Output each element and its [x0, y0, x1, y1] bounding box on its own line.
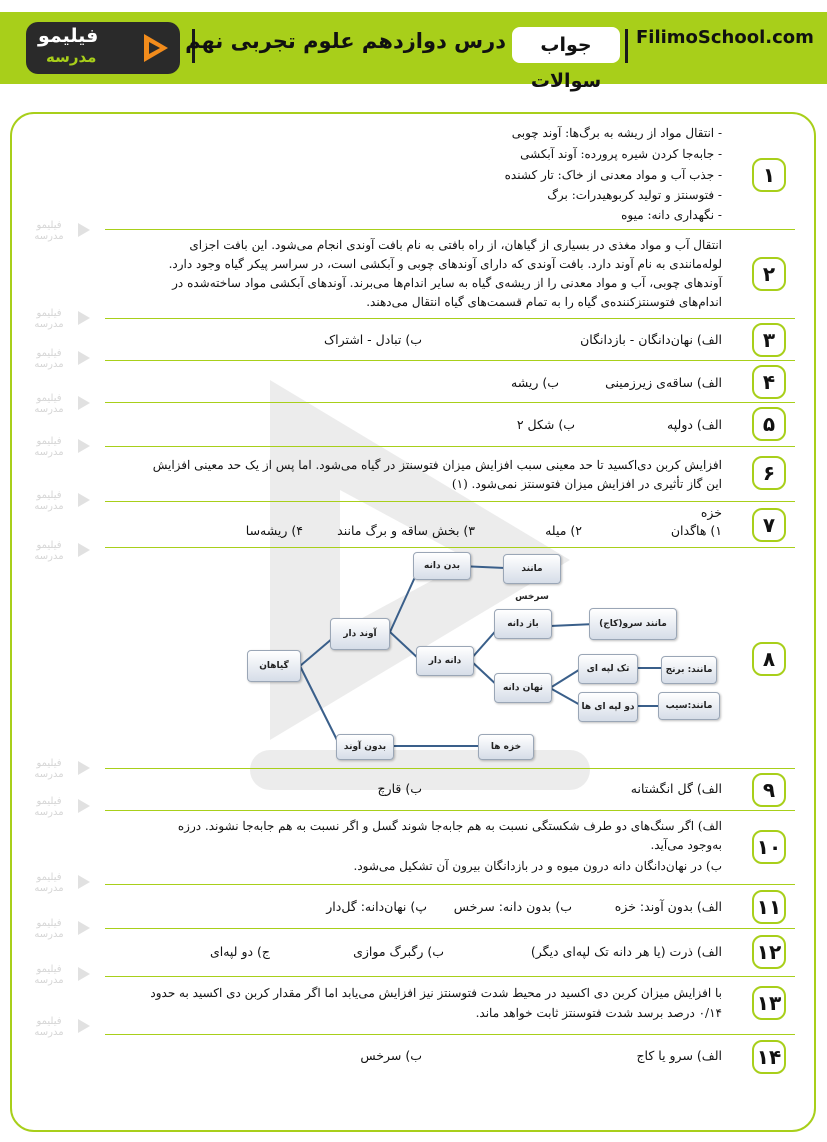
answer-a: الف) ساقه‌ی زیرزمینی [605, 375, 722, 390]
answer-line: - جذب آب و مواد معدنی از خاک: تار کشنده [504, 168, 722, 182]
answer-a: الف) نهان‌دانگان - بازدانگان [580, 332, 722, 347]
side-watermark: فیلیمو مدرسه [27, 964, 93, 986]
diagram-node-seeded: دانه دار [416, 646, 474, 676]
question-number: ۲ [752, 257, 786, 291]
answer-line: این گاز تأثیری در افزایش میزان فتوسنتز نمی‌شود. (۱) [451, 477, 722, 491]
side-watermark: فیلیمو مدرسه [27, 348, 93, 370]
answer-b: ب) شکل ۲ [516, 417, 575, 432]
logo-name: فیلیمو [38, 25, 99, 47]
answer-c: پ) نهان‌دانه: گل‌دار [326, 899, 427, 914]
side-watermark: فیلیمو مدرسه [27, 872, 93, 894]
answer-line: انتقال آب و مواد مغذی در بسیاری از گیاهان، از راه بافتی به نام بافت آوندی انجام می‌شود. این بافت اجزای [189, 238, 722, 252]
answer-a: الف) بدون آوند: خزه [614, 899, 722, 914]
answer-b: ب) رگبرگ موازی [353, 944, 444, 959]
question-number: ۱۳ [752, 986, 786, 1020]
answer-c: ج) دو لپه‌ای [209, 944, 270, 959]
side-watermark: فیلیمو مدرسه [27, 436, 93, 458]
diagram-node-vascular: آوند دار [330, 618, 390, 650]
diagram-node-monocot: تک لپه ای [578, 654, 638, 684]
side-watermark: فیلیمو مدرسه [27, 308, 93, 330]
answer-line: ب) در نهان‌دانگان دانه درون میوه و در بازدانگان بیرون آن تشکیل می‌شود. [353, 859, 722, 873]
question-number: ۹ [752, 773, 786, 807]
page-title: درس دوازدهم علوم تجربی نهم [185, 29, 506, 53]
answer-line: به‌وجود می‌آید. [650, 838, 722, 852]
answer-item: ۳) بخش ساقه و برگ مانند [337, 523, 475, 538]
question-number: ۸ [752, 642, 786, 676]
question-number: ۴ [752, 365, 786, 399]
diagram-node-nonvascular: بدون آوند [336, 734, 394, 760]
answer-line: - نگهداری دانه: میوه [621, 208, 722, 222]
question-number: ۶ [752, 456, 786, 490]
diagram-node-dicot: دو لپه ای ها [578, 692, 638, 722]
diagram-node-rice: مانند: برنج [661, 656, 717, 684]
answer-a: الف) دولپه [667, 417, 722, 432]
question-number: ۱۲ [752, 935, 786, 969]
answer-b: ب) سرخس [360, 1048, 422, 1063]
answer-b: ب) بدون دانه: سرخس [453, 899, 572, 914]
answer-line: - جابه‌جا کردن شیره پرورده: آوند آبکشی [520, 147, 722, 161]
answer-a: الف) ذرت (یا هر دانه تک لپه‌ای دیگر) [530, 944, 722, 959]
answer-a: الف) سرو یا کاج [636, 1048, 722, 1063]
side-watermark: فیلیمو مدرسه [27, 220, 93, 242]
answer-b: ب) قارچ [377, 781, 422, 796]
diagram-node-seedless: بدن دانه [413, 552, 471, 580]
side-watermark: فیلیمو مدرسه [27, 1016, 93, 1038]
question-number: ۱ [752, 158, 786, 192]
diagram-node-fern: مانند سرخس [503, 554, 561, 584]
side-watermark: فیلیمو مدرسه [27, 918, 93, 940]
answer-line: خزه [700, 505, 722, 520]
side-watermark: فیلیمو مدرسه [27, 540, 93, 562]
side-watermark: فیلیمو مدرسه [27, 796, 93, 818]
diagram-node-angiosperm: نهان دانه [494, 673, 552, 703]
title-pill: جواب سوالات [512, 27, 620, 63]
diagram-node-gymnosperm: باز دانه [494, 609, 552, 639]
answer-line: الف) اگر سنگ‌های دو طرف شکستگی نسبت به هم جابه‌جا شوند گسل و اگر نسبت به هم جابه‌جا نشوند. درزه [177, 819, 722, 833]
question-number: ۱۰ [752, 830, 786, 864]
answer-b: ب) ریشه [511, 375, 559, 390]
site-name: FilimoSchool.com [636, 27, 814, 48]
diagram-node-apple: مانند:سیب [658, 692, 720, 720]
question-number: ۷ [752, 508, 786, 542]
logo-sub: مدرسه [46, 48, 97, 66]
answer-item: ۲) میله [545, 523, 582, 538]
side-watermark: فیلیمو مدرسه [27, 393, 93, 415]
answer-line: با افزایش میزان کربن دی اکسید در محیط شدت فتوسنتز نیز افزایش می‌یابد اما اگر مقدار کربن دی اکسید به حدود [150, 986, 722, 1000]
question-number: ۱۴ [752, 1040, 786, 1074]
side-watermark: فیلیمو مدرسه [27, 490, 93, 512]
question-number: ۱۱ [752, 890, 786, 924]
answer-line: افزایش کربن دی‌اکسید تا حد معینی سبب افزایش میزان فتوسنتز در گیاه می‌شود. اما پس از یک حد معینی افزایش [152, 458, 722, 472]
diagram-node-plants: گیاهان [247, 650, 301, 682]
answer-b: ب) تبادل - اشتراک [323, 332, 422, 347]
answer-line: اندام‌های فتوسنتزکننده‌ی گیاه را به تمام قسمت‌های گیاه انتقال می‌دهند. [366, 295, 722, 309]
diagram-node-pine: مانند سرو(کاج) [589, 608, 677, 640]
answer-item: ۱) هاگدان [670, 523, 722, 538]
diagram-node-moss: خزه ها [478, 734, 534, 760]
answer-line: آوندهای چوبی، آب و مواد معدنی را از ریشه‌ی گیاه به سایر اندام‌ها می‌برند. آوندهای آبکشی مواد ساخته‌شده در [172, 276, 722, 290]
answer-line: - انتقال مواد از ریشه به برگ‌ها: آوند چوبی [511, 126, 722, 140]
answer-item: ۴) ریشه‌سا [245, 523, 303, 538]
answer-line: ۰/۱۴ درصد برسد شدت فتوسنتز ثابت خواهد ماند. [475, 1006, 722, 1020]
question-number: ۳ [752, 323, 786, 357]
side-watermark: فیلیمو مدرسه [27, 758, 93, 780]
answer-a: الف) گل انگشتانه [630, 781, 722, 796]
question-number: ۵ [752, 407, 786, 441]
answer-line: لوله‌مانندی به نام آوند دارد. بافت آوندی که دارای آوندهای چوبی و آبکشی است، در سراسر پیکر گیاه وجود دارد. [168, 257, 722, 271]
answer-line: - فتوسنتز و تولید کربوهیدرات: برگ [547, 188, 722, 202]
